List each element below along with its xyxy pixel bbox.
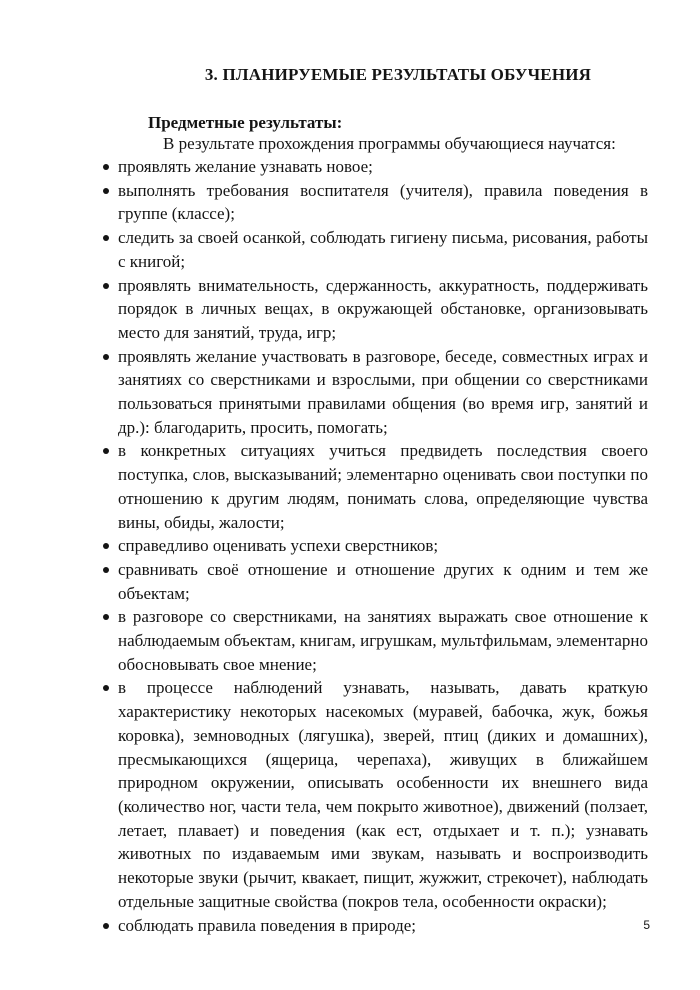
bullet-icon: [103, 614, 109, 620]
bullet-text: в процессе наблюдений узнавать, называть, давать краткую характеристику некоторых насекомых (муравей, бабочка, жук, божья коровка), земноводных (лягушка), зверей, птиц (диких и домашних), пресмыкающихся (ящерица, черепаха), живущих в ближайшем природном окружении, описывать особенности их внешнего вида (количество ног, части тела, чем покрыто животное), движений (ползает, летает, плавает) и поведения (как ест, отдыхает и т. п.); узнавать животных по издаваемым ими звукам, называть и воспроизводить некоторые звуки (рычит, квакает, пищит, жужжит, стрекочет), наблюдать отдельные защитные свойства (покров тела, особенности окраски);: [118, 678, 648, 911]
bullet-item: [0, 605, 648, 676]
intro-paragraph: В результате прохождения программы обучающиеся научатся:: [163, 134, 616, 153]
bullet-text: проявлять желание узнавать новое;: [118, 157, 373, 176]
bullet-icon: [103, 923, 109, 929]
bullet-text: справедливо оценивать успехи сверстников;: [118, 536, 439, 556]
bullet-text: выполнять требования воспитателя (учителя), правила поведения в группе (классе);: [118, 180, 648, 224]
bullet-item: [0, 558, 648, 605]
bullet-text: проявлять желание участвовать в разговоре, беседе, совместных играх и занятиях со сверстниками и взрослыми, при общении со сверстниками пользоваться принятыми правилами общения (во время игр, занятий и др.): благодарить, просить, помогать;: [118, 346, 648, 437]
bullet-item: [0, 914, 648, 938]
bullet-icon: [103, 354, 109, 360]
bullet-icon: [103, 448, 109, 454]
subheading: Предметные результаты:: [148, 113, 343, 132]
bullet-item: [0, 534, 648, 558]
page-number: 5: [643, 918, 650, 932]
bullet-item: [0, 676, 648, 913]
bullet-text: в разговоре со сверстниками, на занятиях выражать свое отношение к наблюдаемым объектам, книгам, игрушкам, мультфильмам, элементарно обосновывать свое мнение;: [118, 607, 648, 674]
bullet-icon: [103, 164, 109, 170]
bullet-text: соблюдать правила поведения в природе;: [118, 915, 417, 935]
bullet-icon: [103, 188, 109, 194]
bullet-item: [0, 226, 648, 273]
bullet-item: [0, 345, 648, 440]
bullet-icon: [103, 685, 109, 691]
bullet-text: в конкретных ситуациях учиться предвидеть последствия своего поступка, слов, высказываний; элементарно оценивать свои поступки по отношению к другим людям, понимать слова, определяющие чувства вины, обиды, жалости;: [118, 441, 648, 532]
bullet-text: проявлять внимательность, сдержанность, аккуратность, поддерживать порядок в личных вещах, в окружающей обстановке, организовывать место для занятий, труда, игр;: [118, 275, 648, 342]
section-title: 3. ПЛАНИРУЕМЫЕ РЕЗУЛЬТАТЫ ОБУЧЕНИЯ: [204, 65, 592, 84]
results-bullet-list: [0, 155, 700, 937]
bullet-item: [0, 179, 648, 226]
bullet-text: следить за своей осанкой, соблюдать гигиену письма, рисования, работы с книгой;: [118, 228, 648, 271]
bullet-item: [0, 439, 648, 534]
bullet-item: [0, 274, 648, 345]
bullet-icon: [103, 543, 109, 549]
bullet-item: [0, 155, 648, 179]
bullet-icon: [103, 567, 109, 573]
bullet-icon: [103, 283, 109, 289]
bullet-text: сравнивать своё отношение и отношение других к одним и тем же объектам;: [118, 559, 648, 603]
bullet-icon: [103, 235, 109, 241]
